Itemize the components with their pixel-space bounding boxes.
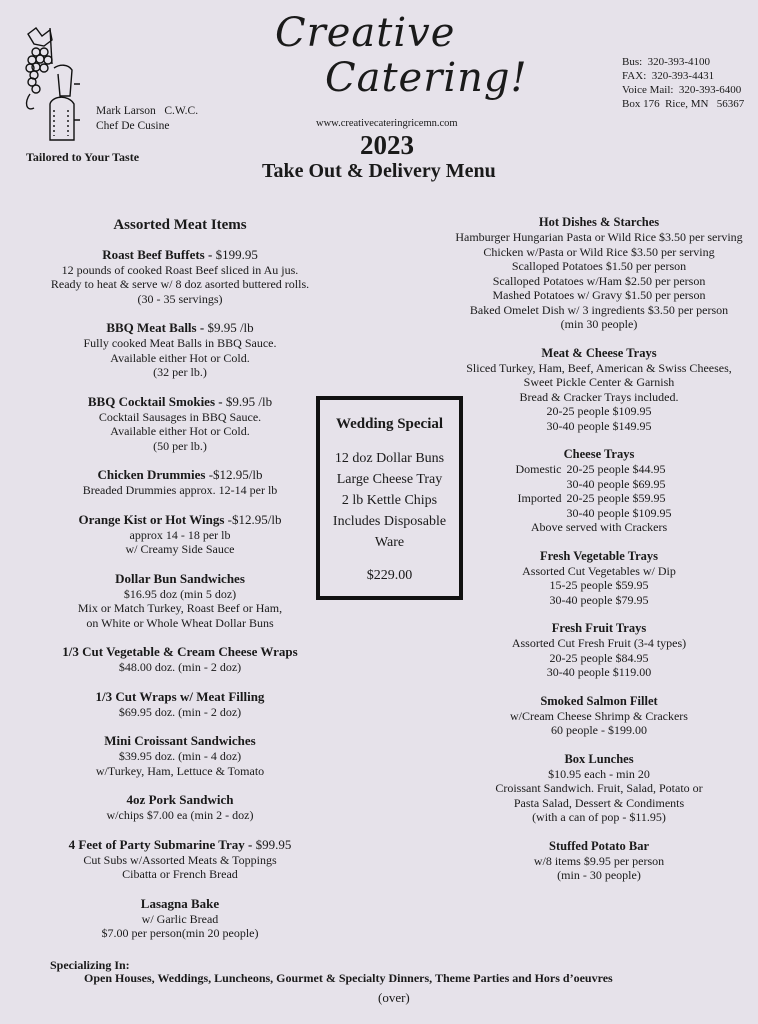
item-desc: Sweet Pickle Center & Garnish	[523, 375, 675, 389]
item-desc: Scalloped Potatoes $1.50 per person	[511, 259, 687, 273]
cheese-type	[502, 506, 567, 521]
item-title: Orange Kist or Hot Wings	[78, 511, 225, 527]
item-price: $99.95	[252, 836, 292, 852]
specializing-label: Specializing In:	[50, 958, 130, 972]
item-desc: approx 14 - 18 per lb	[129, 527, 231, 542]
menu-item	[20, 247, 340, 307]
item-desc: Assorted Cut Vegetables w/ Dip	[522, 563, 676, 578]
item-price: $9.95 /lb	[204, 320, 254, 335]
item-title: Fresh Fruit Trays	[551, 621, 647, 635]
item-title: Hot Dishes & Starches	[538, 215, 660, 229]
cheese-price-row	[440, 506, 758, 521]
item-desc: $16.95 doz (min 5 doz)	[123, 586, 237, 601]
item-desc: Scalloped Potatoes w/Ham $2.50 per person	[492, 273, 706, 288]
item-price: -$12.95/lb	[224, 511, 282, 527]
wedding-special-line: Ware	[374, 535, 405, 550]
cheese-price: 20-25 people $44.95	[566, 462, 666, 476]
item-title: Cheese Trays	[563, 447, 635, 461]
cheese-type: Domestic	[515, 462, 562, 476]
item-desc: 60 people - $199.00	[551, 723, 647, 737]
specialties-list: Open Houses, Weddings, Luncheons, Gourmet & Specialty Dinners, Theme Parties and Hors d’oeuvres	[84, 971, 613, 985]
menu-item	[440, 693, 758, 738]
cheese-price-row	[440, 491, 758, 506]
chef-name: Mark Larson C.W.C.	[96, 105, 199, 117]
item-desc: Bread & Cracker Trays included.	[519, 389, 679, 404]
menu-year: 2023	[360, 130, 414, 160]
item-desc: 30-40 people $119.00	[546, 665, 652, 679]
menu-item	[20, 896, 340, 941]
menu-item	[440, 345, 758, 434]
cheese-type: Imported	[517, 491, 562, 505]
item-title: Lasagna Bake	[140, 895, 220, 911]
item-desc: Fully cooked Meat Balls in BBQ Sauce.	[83, 336, 277, 350]
cheese-price: 20-25 people $59.95	[566, 491, 666, 505]
item-desc: (32 per lb.)	[153, 365, 207, 379]
menu-item	[20, 644, 340, 675]
item-desc: 20-25 people $109.95	[546, 404, 652, 418]
menu-item	[440, 214, 758, 332]
menu-item	[440, 548, 758, 608]
contact-address: Box 176 Rice, MN 56367	[622, 98, 745, 110]
brand-name-line2: Catering!	[325, 55, 528, 101]
item-desc: 30-40 people $79.95	[549, 592, 649, 607]
menu-item	[20, 792, 340, 823]
item-desc: Ready to heat & serve w/ 8 doz asorted buttered rolls.	[50, 277, 310, 291]
over-note: (over)	[378, 990, 410, 1005]
item-title: Roast Beef Buffets -	[102, 246, 213, 262]
item-price: $199.95	[212, 246, 258, 262]
item-note: Above served with Crackers	[530, 520, 668, 534]
item-title: Chicken Drummies	[97, 467, 206, 482]
item-title: 1/3 Cut Wraps w/ Meat Filling	[95, 688, 265, 704]
menu-item	[20, 733, 340, 778]
brand-name-line1: Creative	[275, 10, 456, 56]
cheese-price-row	[440, 477, 758, 492]
item-desc: w/8 items $9.95 per person	[533, 853, 665, 868]
item-title: 4oz Pork Sandwich	[126, 792, 234, 807]
item-desc: (30 - 35 servings)	[137, 291, 223, 306]
item-title: Meat & Cheese Trays	[541, 345, 657, 360]
wedding-special-line: Large Cheese Tray	[336, 472, 443, 487]
menu-item	[20, 467, 340, 498]
cheese-price: 30-40 people $69.95	[566, 476, 666, 491]
item-desc: w/ Garlic Bread	[141, 911, 219, 926]
section-heading: Assorted Meat Items	[113, 217, 247, 233]
chef-info	[96, 104, 198, 134]
item-title: Mini Croissant Sandwiches	[104, 733, 256, 748]
item-title: Dollar Bun Sandwiches	[115, 570, 245, 586]
item-title: Stuffed Potato Bar	[549, 838, 649, 853]
item-desc: Croissant Sandwich. Fruit, Salad, Potato or	[495, 781, 703, 795]
contact-voicemail: Voice Mail: 320-393-6400	[622, 84, 742, 96]
item-desc: w/Turkey, Ham, Lettuce & Tomato	[95, 763, 265, 778]
menu-item	[440, 751, 758, 825]
item-desc: w/chips $7.00 ea (min 2 - doz)	[106, 808, 254, 822]
item-desc: 15-25 people $59.95	[549, 578, 649, 592]
item-desc: (min 30 people)	[560, 317, 638, 331]
cheese-type	[502, 477, 567, 492]
wedding-special-line: 12 doz Dollar Buns	[334, 451, 445, 466]
chef-title: Chef De Cusine	[96, 120, 170, 132]
item-desc: w/Cream Cheese Shrimp & Crackers	[510, 708, 688, 723]
tagline: Tailored to Your Taste	[26, 150, 140, 164]
menu-item	[20, 689, 340, 720]
wedding-special-line: 2 lb Kettle Chips	[341, 493, 438, 508]
right-menu-section	[440, 214, 758, 896]
item-desc: Sliced Turkey, Ham, Beef, American & Swiss Cheeses,	[466, 360, 732, 375]
menu-item	[440, 838, 758, 883]
item-title: BBQ Cocktail Smokies -	[87, 393, 223, 409]
item-desc: Breaded Drummies approx. 12-14 per lb	[82, 483, 278, 497]
menu-item	[20, 571, 340, 631]
wedding-special-title: Wedding Special	[335, 416, 444, 432]
item-desc: $10.95 each - min 20	[548, 766, 650, 781]
item-desc: $69.95 doz. (min - 2 doz)	[118, 704, 242, 719]
item-title: Smoked Salmon Fillet	[540, 693, 658, 708]
item-desc: Cocktail Sausages in BBQ Sauce.	[98, 409, 262, 424]
menu-item	[20, 512, 340, 557]
item-desc: Cibatta or French Bread	[122, 867, 238, 881]
item-desc: $7.00 per person(min 20 people)	[101, 926, 259, 940]
item-desc: Mix or Match Turkey, Roast Beef or Ham,	[77, 601, 283, 615]
website-link[interactable]: www.creativecateringricemn.com	[316, 118, 458, 129]
cheese-price: 30-40 people $109.95	[566, 505, 672, 520]
contact-info	[622, 55, 744, 111]
item-desc: Baked Omelet Dish w/ 3 ingredients $3.50 per person	[469, 302, 729, 317]
item-desc: (min - 30 people)	[557, 868, 641, 882]
contact-phone: Bus: 320-393-4100	[622, 56, 710, 68]
menu-item	[20, 837, 340, 882]
item-desc: Assorted Cut Fresh Fruit (3-4 types)	[511, 636, 687, 650]
item-desc: (with a can of pop - $11.95)	[532, 810, 666, 824]
item-desc: 30-40 people $149.95	[546, 418, 652, 433]
item-desc: Pasta Salad, Dessert & Condiments	[513, 795, 685, 810]
grapes-and-bottle-icon	[22, 24, 82, 142]
item-title: Box Lunches	[564, 751, 634, 766]
item-desc: Hamburger Hungarian Pasta or Wild Rice $3.50 per serving	[455, 230, 743, 244]
menu-item	[20, 394, 340, 454]
item-title: BBQ Meat Balls -	[106, 320, 205, 335]
item-title: 1/3 Cut Vegetable & Cream Cheese Wraps	[62, 644, 298, 659]
item-desc: (50 per lb.)	[153, 438, 207, 453]
item-price: $9.95 /lb	[222, 393, 273, 409]
item-title: 4 Feet of Party Submarine Tray -	[68, 836, 253, 852]
item-desc: Mashed Potatoes w/ Gravy $1.50 per person	[492, 288, 706, 302]
cheese-price-row	[440, 462, 758, 477]
menu-item	[440, 620, 758, 680]
assorted-meat-section	[20, 218, 340, 955]
wedding-special-line: Includes Disposable	[332, 514, 447, 529]
item-desc: on White or Whole Wheat Dollar Buns	[86, 615, 274, 630]
item-desc: $39.95 doz. (min - 4 doz)	[118, 749, 242, 763]
item-desc: Cut Subs w/Assorted Meats & Toppings	[83, 852, 277, 867]
item-desc: Available either Hot or Cold.	[110, 424, 250, 438]
item-price: -$12.95/lb	[205, 467, 263, 482]
item-desc: Available either Hot or Cold.	[110, 350, 250, 365]
item-desc: w/ Creamy Side Sauce	[125, 542, 235, 556]
wedding-special-price: $229.00	[366, 568, 413, 583]
menu-item	[440, 446, 758, 535]
item-title: Fresh Vegetable Trays	[539, 548, 659, 563]
item-desc: $48.00 doz. (min - 2 doz)	[118, 660, 242, 674]
item-desc: 12 pounds of cooked Roast Beef sliced in Au jus.	[61, 262, 299, 277]
item-desc: Chicken w/Pasta or Wild Rice $3.50 per serving	[483, 244, 715, 259]
menu-item	[20, 320, 340, 380]
item-desc: 20-25 people $84.95	[549, 650, 649, 665]
page-title: Take Out & Delivery Menu	[262, 160, 496, 182]
contact-fax: FAX: 320-393-4431	[622, 70, 715, 82]
